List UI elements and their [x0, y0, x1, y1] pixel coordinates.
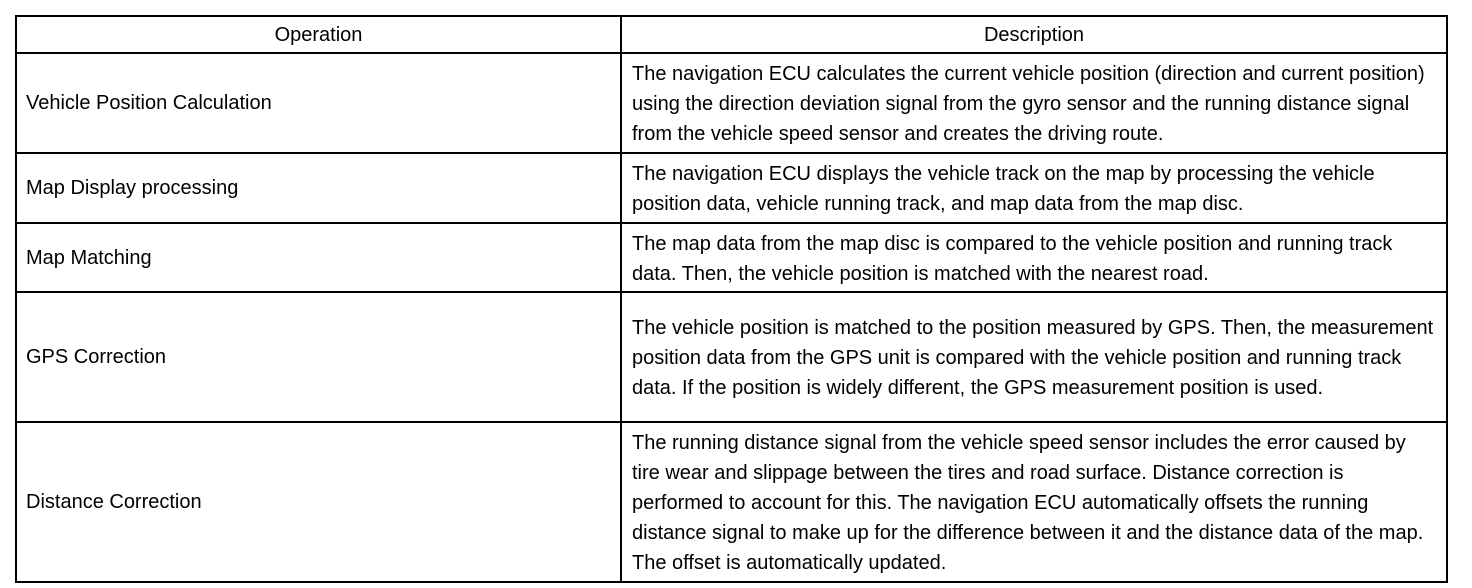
table-row	[16, 153, 1447, 223]
description-cell: The navigation ECU displays the vehicle track on the map by processing the vehicle position data, vehicle running track, and map data from the map disc.	[621, 153, 1447, 223]
operations-table	[15, 15, 1448, 583]
operation-cell: Map Matching	[16, 223, 621, 292]
table-row	[16, 292, 1447, 422]
description-cell: The navigation ECU calculates the current vehicle position (direction and current position) using the direction deviation signal from the gyro sensor and the running distance signal from the vehicle speed sensor and creates the driving route.	[621, 53, 1447, 153]
table-header-row	[16, 16, 1447, 53]
column-header-operation: Operation	[16, 16, 621, 53]
column-header-description: Description	[621, 16, 1447, 53]
operation-cell: Vehicle Position Calculation	[16, 53, 621, 153]
table-row	[16, 223, 1447, 292]
description-cell: The map data from the map disc is compared to the vehicle position and running track data. Then, the vehicle position is matched with the nearest road.	[621, 223, 1447, 292]
table-row	[16, 422, 1447, 582]
description-cell: The vehicle position is matched to the position measured by GPS. Then, the measurement position data from the GPS unit is compared with the vehicle position and running track data. If the position is widely different, the GPS measurement position is used.	[621, 292, 1447, 422]
operation-cell: Map Display processing	[16, 153, 621, 223]
table-row	[16, 53, 1447, 153]
operation-cell: GPS Correction	[16, 292, 621, 422]
description-cell: The running distance signal from the vehicle speed sensor includes the error caused by tire wear and slippage between the tires and road surface. Distance correction is performed to account for this. The navigation ECU automatically offsets the running distance signal to make up for the difference between it and the distance data of the map. The offset is automatically updated.	[621, 422, 1447, 582]
operation-cell: Distance Correction	[16, 422, 621, 582]
